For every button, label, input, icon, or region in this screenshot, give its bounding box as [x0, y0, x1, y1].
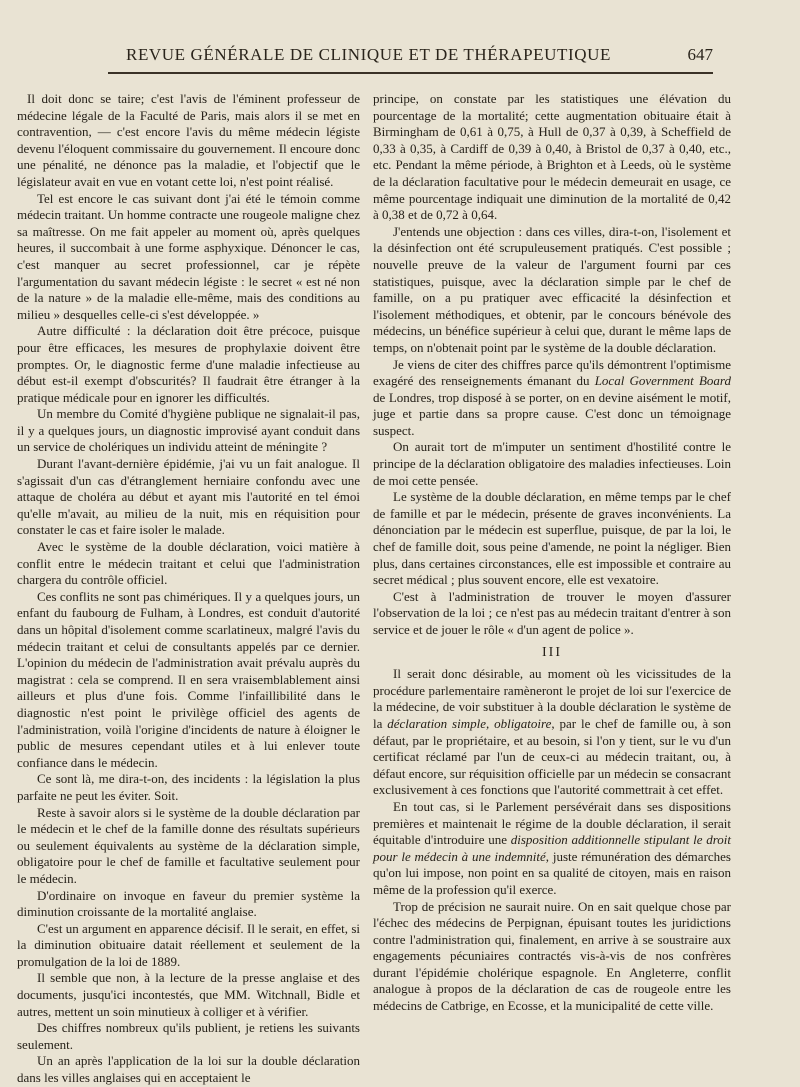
paragraph: Il semble que non, à la lecture de la presse anglaise et des documents, jusqu'ici incontestés, que MM. Witchnall, Bidle et autres, mettent un soin minutieux à colliger et à vérifier. [17, 970, 360, 1019]
italic-text: Local Government Board [594, 373, 731, 389]
italic-text: disposition additionnelle stipulant le droit pour le médecin à une indemnité [373, 832, 731, 864]
paragraph: Le système de la double déclaration, en même temps par le chef de famille et par le médecin, présente de graves inconvénients. La dénonciation par le médecin est superflue, puisque, de par la loi, le chef de famille doit, sous peine d'amende, ne point la négliger. Bien plus, dans certaines circonstances, elle est impossible et contraire au secret médical ; plus souvent encore, elle est vexatoire. [373, 489, 731, 588]
paragraph: Avec le système de la double déclaration, voici matière à conflit entre le médecin traitant et celui que l'administration chargera du contrôle officiel. [17, 539, 360, 588]
italic-text: déclaration simple, obligatoire [387, 715, 552, 731]
header-rule [108, 72, 713, 74]
paragraph: Trop de précision ne saurait nuire. On en sait quelque chose par l'échec des médecins de Perpignan, épuisant toutes les juridictions contre l'administration qui, finalement, en arrive à se soustraire aux engagements pécuniaires contractés vis-à-vis de nos confrères durant l'épidémie cholérique espagnole. En Angleterre, conflit analogue à propos de la déclaration de cas de rougeole entre les médecins de Catbrige, en Ecosse, et la municipalité de cette ville. [373, 898, 731, 1014]
paragraph: J'entends une objection : dans ces villes, dira-t-on, l'isolement et la désinfection ont été scrupuleusement pratiqués. C'est possible ; nouvelle preuve de la valeur de l'argument fourni par ces statistiques, puisque, avec la déclaration simple par le chef de famille, on a pu pratiquer avec efficacité la désinfection et l'isolement méthodiques, et obtenir, par le concours bénévole des médecins, un bénéfice supérieur à celui que, durant le même laps de temps, on n'obtenait point par le système de la double déclaration. [373, 223, 731, 355]
running-title: REVUE GÉNÉRALE DE CLINIQUE ET DE THÉRAPEUTIQUE [126, 45, 611, 64]
paragraph: Ces conflits ne sont pas chimériques. Il y a quelques jours, un enfant du faubourg de Fulham, à Londres, est conduit d'autorité dans un hôpital d'isolement comme scarlatineux, malgré l'avis du médecin traitant et celui de consultants appelés par ce dernier. L'opinion du médecin de l'administration avait prévalu auprès du magistrat : cela se comprend. Il en sera vraisemblablement ainsi ailleurs et plus d'une fois. Comme l'infaillibilité dans le diagnostic n'est point le privilège officiel des agents de l'administration, voilà l'origine d'incidents de nature à éloigner le public de mesures cependant utiles et à lui enlever toute confiance dans le médecin. [17, 588, 360, 770]
text-run: de Londres, trop disposé à se porter, on en devine aisément le motif, juge et partie dans sa propre cause. C'est donc un témoignage suspect. [373, 389, 731, 438]
paragraph: D'ordinaire on invoque en faveur du premier système la diminution croissante de la mortalité anglaise. [17, 887, 360, 920]
paragraph: Il doit donc se taire; c'est l'avis de l'éminent professeur de médecine légale de la Faculté de Paris, mais alors il se met en contravention, — c'est encore l'avis du même médecin légiste devenu l'éloquent commissaire du gouvernement. Il encoure donc une pénalité, ne dénonce pas la maladie, et l'objectif que le législateur avait en vue en votant cette loi, n'est point réalisé. [17, 91, 360, 189]
page-header [108, 38, 713, 74]
paragraph: Autre difficulté : la déclaration doit être précoce, puisque pour être efficaces, les mesures de prophylaxie doivent être promptes. Or, le diagnostic ferme d'une maladie infectieuse au début est-il exempt d'obscurités? Il faudrait être étranger à la pratique médicale pour en ignorer les difficultés. [17, 323, 360, 405]
text-run: , par le chef de famille ou, à son défaut, par le propriétaire, et au besoin, si l'on y tient, sur le vu d'un certificat réclamé par l'un de ceux-ci au médecin traitant, ou, à défaut encore, sur réquisition officielle par un médecin se consacrant exclusivement à ces fonctions que l'autorité commettrait à cet effet. [373, 715, 732, 798]
text-run: Je viens de citer des chiffres parce qu'ils démontrent l'optimisme exagéré des renseignements émanant du [373, 356, 731, 389]
paragraph: C'est à l'administration de trouver le moyen d'assurer l'observation de la loi ; ce n'est pas au médecin traitant d'entrer à son service et de jouer le rôle « d'un agent de police ». [373, 588, 731, 637]
text-run: En tout cas, si le Parlement persévérait dans ses dispositions premières et maintenait le régime de la double déclaration, il serait équitable d'introduire une [373, 798, 731, 848]
section-heading: III [542, 644, 562, 660]
paragraph [373, 357, 731, 440]
paragraph: Un membre du Comité d'hygiène publique ne signalait-il pas, il y a quelques jours, un diagnostic improvisé ayant conduit dans un service de cholériques un individu atteint de méningite ? [17, 406, 360, 455]
paragraph [373, 666, 731, 799]
paragraph: Ce sont là, me dira-t-on, des incidents : la législation la plus parfaite ne peut les éviter. Soit. [17, 771, 360, 803]
paragraph: Un an après l'application de la loi sur la double déclaration dans les villes anglaises qui en acceptaient le [17, 1053, 360, 1086]
paragraph: Reste à savoir alors si le système de la double déclaration par le médecin et le chef de la famille donne des résultats supérieurs ou seulement équivalents au système de la déclaration simple, obligatoire pour le chef de famille et facultative seulement pour le médecin. [17, 804, 360, 886]
left-column [17, 91, 360, 1087]
paragraph: On aurait tort de m'imputer un sentiment d'hostilité contre le principe de la déclaration obligatoire des maladies infectieuses. Loin de moi cette pensée. [373, 439, 731, 488]
paragraph: Des chiffres nombreux qu'ils publient, je retiens les suivants seulement. [17, 1020, 360, 1052]
page-number: 647 [687, 45, 713, 64]
paragraph: C'est un argument en apparence décisif. Il le serait, en effet, si la diminution obituaire datait réellement et seulement de la promulgation de la loi de 1889. [17, 920, 360, 969]
text-run: , juste rémunération des démarches qu'on lui impose, non point en sa qualité de citoyen, mais en raison même de la profession qu'il exerce. [373, 848, 731, 897]
paragraph: Durant l'avant-dernière épidémie, j'ai vu un fait analogue. Il s'agissait d'un cas d'étranglement herniaire confondu avec une attaque de choléra au début et ayant mis l'autorité en tel émoi qu'elle m'avait, au milieu de la nuit, mis en réquisition pour constater le cas et faire isoler le malade. [17, 456, 360, 538]
text-run: Il serait donc désirable, au moment où les vicissitudes de la procédure parlementaire ramèneront le projet de loi sur l'exercice de la médecine, de voir substituer à la double déclaration le système de la [373, 666, 731, 731]
paragraph: principe, on constate par les statistiques une élévation du pourcentage de la mortalité; cette augmentation obituaire était à Birmingham de 0,61 à 0,75, à Hull de 0,37 à 0,39, à Scheffield de 0,33 à 0,35, à Cardiff de 0,39 à 0,40, à Bristol de 0,37 à 0,40, etc., etc. Pendant la même période, à Brighton et à Leeds, où le système de la déclaration facultative pour le médecin demeurait en usage, ce même pourcentage indiquait une diminution de la mortalité de 0,42 à 0,38 et de 0,72 à 0,64. [373, 91, 731, 223]
paragraph [373, 799, 731, 899]
right-column [373, 91, 731, 1015]
paragraph: Tel est encore le cas suivant dont j'ai été le témoin comme médecin traitant. Un homme contracte une rougeole maligne chez sa maîtresse. On me fait appeler au moment où, après quelques heures, il succombait à une forme asphyxique. Dénoncer le cas, c'est manquer au secret professionnel, car je répète l'argumentation du savant médecin légiste : le secret « est né non de la nature » de la maladie elle-même, mais des conditions au milieu » desquelles celle-ci s'est développée. » [17, 190, 360, 322]
